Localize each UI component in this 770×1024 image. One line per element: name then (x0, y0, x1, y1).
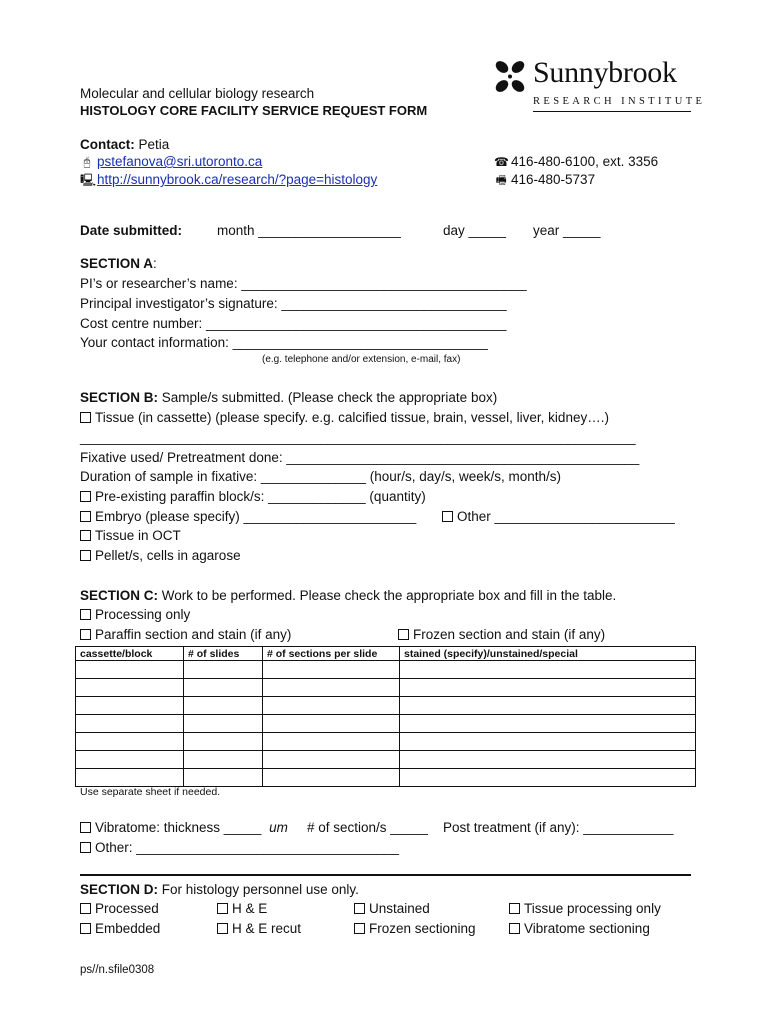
logo-subtitle: RESEARCH INSTITUTE (533, 96, 706, 107)
frozen-section-option[interactable] (398, 627, 605, 642)
table-cell[interactable] (184, 769, 263, 787)
table-cell[interactable] (400, 697, 696, 715)
other-sample-option[interactable] (442, 509, 675, 524)
section-a-heading (80, 256, 157, 271)
table-row (76, 679, 696, 697)
table-cell[interactable] (263, 697, 400, 715)
processed-checkbox[interactable] (80, 903, 91, 914)
contact-label: Contact: (80, 137, 135, 152)
logo-name: Sunnybrook (533, 56, 677, 89)
table-cell[interactable] (76, 751, 184, 769)
table-cell[interactable] (76, 733, 184, 751)
processed-label: Processed (95, 901, 159, 916)
table-row (76, 661, 696, 679)
table-row (76, 769, 696, 787)
processed-option[interactable] (80, 901, 159, 916)
vibratome-option[interactable] (80, 820, 288, 835)
oct-option[interactable] (80, 528, 181, 543)
frozen-section-label: Frozen section and stain (if any) (413, 627, 606, 642)
fixative-field[interactable]: Fixative used/ Pretreatment done: _______________________________________________ (80, 450, 640, 465)
num-sections-field[interactable]: # of section/s _____ (307, 820, 428, 835)
um-unit: um (269, 820, 288, 835)
fax-number: 416-480-5737 (511, 172, 596, 187)
tissue-processing-option[interactable] (509, 901, 661, 916)
vibratome-sectioning-checkbox[interactable] (509, 923, 520, 934)
paraffin-block-option[interactable] (80, 489, 426, 504)
section-b-intro: Sample/s submitted. (Please check the appropriate box) (161, 390, 498, 405)
frozen-sectioning-label: Frozen sectioning (369, 921, 476, 936)
tissue-blank-field[interactable]: __________________________________________________________________________ (80, 430, 636, 445)
section-a-colon: : (153, 256, 157, 271)
he-label: H & E (232, 901, 268, 916)
table-body (76, 661, 696, 787)
processing-option[interactable] (80, 607, 190, 622)
pi-signature-field[interactable]: Principal investigator’s signature: ______________________________ (80, 296, 507, 311)
contact-name: Petia (138, 137, 170, 152)
other-sample-label: Other ________________________ (457, 509, 675, 524)
tissue-option[interactable] (80, 410, 609, 425)
url-line (80, 171, 377, 192)
tissue-processing-label: Tissue processing only (524, 901, 661, 916)
vibratome-label: Vibratome: thickness _____ (95, 820, 262, 835)
contact-info-field[interactable]: Your contact information: __________________________________ (80, 335, 488, 350)
date-month-field[interactable]: month ___________________ (217, 223, 401, 238)
embryo-label: Embryo (please specify) _______________________ (95, 509, 417, 524)
other-work-checkbox[interactable] (80, 842, 91, 853)
other-work-option[interactable] (80, 840, 399, 855)
computer-icon: 🖳 (80, 173, 97, 187)
fax-icon: 🖷 (495, 173, 507, 187)
tissue-processing-checkbox[interactable] (509, 903, 520, 914)
table-cell[interactable] (76, 715, 184, 733)
table-cell[interactable] (263, 733, 400, 751)
cost-centre-field[interactable]: Cost centre number: ________________________________________ (80, 316, 507, 331)
table-cell[interactable] (76, 661, 184, 679)
tissue-checkbox[interactable] (80, 412, 91, 423)
table-header-row (76, 647, 696, 661)
pi-name-field[interactable]: PI’s or researcher’s name: ______________________________________ (80, 276, 527, 291)
table-header-slides: # of slides (184, 647, 263, 661)
unstained-checkbox[interactable] (354, 903, 365, 914)
paraffin-section-label: Paraffin section and stain (if any) (95, 627, 292, 642)
pellet-label: Pellet/s, cells in agarose (95, 548, 241, 563)
footer-code: ps//n.sfile0308 (80, 964, 155, 976)
table-cell[interactable] (76, 679, 184, 697)
duration-field[interactable]: Duration of sample in fixative: ______________ (hour/s, day/s, week/s, month/s) (80, 469, 562, 484)
embedded-checkbox[interactable] (80, 923, 91, 934)
date-day-field[interactable]: day _____ (443, 223, 507, 238)
table-cell[interactable] (76, 697, 184, 715)
table-row (76, 751, 696, 769)
date-label: Date submitted: (80, 223, 183, 238)
section-c-intro: Work to be performed. Please check the appropriate box and fill in the table. (161, 588, 617, 603)
table-header-stain: stained (specify)/unstained/special (400, 647, 696, 661)
he-recut-checkbox[interactable] (217, 923, 228, 934)
frozen-sectioning-option[interactable] (354, 921, 476, 936)
paraffin-section-option[interactable] (80, 627, 291, 642)
tissue-label: Tissue (in cassette) (please specify. e.g. calcified tissue, brain, vessel, liver, kidney….) (95, 410, 609, 425)
section-c-title: SECTION C: (80, 588, 159, 603)
website-link[interactable]: http://sunnybrook.ca/research/?page=histology (97, 172, 378, 187)
table-cell[interactable] (400, 733, 696, 751)
table-cell[interactable] (400, 751, 696, 769)
phone-icon: ☎ (494, 155, 509, 169)
contact-info-hint: (e.g. telephone and/or extension, e-mail, fax) (262, 354, 461, 365)
embedded-option[interactable] (80, 921, 160, 936)
table-cell[interactable] (400, 661, 696, 679)
section-b-title: SECTION B: (80, 390, 159, 405)
processing-label: Processing only (95, 607, 191, 622)
table-header-cassette: cassette/block (76, 647, 184, 661)
work-table (75, 646, 696, 787)
phone-number: 416-480-6100, ext. 3356 (511, 154, 659, 169)
email-link[interactable]: pstefanova@sri.utoronto.ca (97, 154, 263, 169)
embryo-option[interactable] (80, 509, 416, 524)
he-recut-label: H & E recut (232, 921, 302, 936)
vibratome-checkbox[interactable] (80, 822, 91, 833)
table-cell[interactable] (184, 733, 263, 751)
oct-checkbox[interactable] (80, 530, 91, 541)
table-cell[interactable] (400, 715, 696, 733)
frozen-section-checkbox[interactable] (398, 629, 409, 640)
section-a-title: SECTION A (80, 256, 154, 271)
section-d-heading (80, 882, 359, 897)
embryo-checkbox[interactable] (80, 511, 91, 522)
section-b-heading (80, 390, 497, 405)
table-row (76, 733, 696, 751)
table-cell[interactable] (263, 751, 400, 769)
other-work-label: Other: ___________________________________ (95, 840, 400, 855)
table-row (76, 697, 696, 715)
fax-line (494, 171, 595, 192)
email-line (80, 154, 262, 170)
frozen-sectioning-checkbox[interactable] (354, 923, 365, 934)
phone-line (494, 154, 658, 169)
table-cell[interactable] (184, 751, 263, 769)
form-title: HISTOLOGY CORE FACILITY SERVICE REQUEST FORM (80, 103, 428, 118)
logo-divider (533, 111, 691, 112)
section-d-intro: For histology personnel use only. (161, 882, 359, 897)
table-cell[interactable] (184, 661, 263, 679)
header-line1: Molecular and cellular biology research (80, 86, 315, 101)
table-cell[interactable] (263, 715, 400, 733)
he-recut-option[interactable] (217, 921, 301, 936)
table-cell[interactable] (263, 769, 400, 787)
table-cell[interactable] (184, 715, 263, 733)
unstained-label: Unstained (369, 901, 430, 916)
table-note: Use separate sheet if needed. (80, 786, 221, 798)
vibratome-sectioning-option[interactable] (509, 921, 650, 936)
pellet-checkbox[interactable] (80, 550, 91, 561)
post-treatment-field[interactable]: Post treatment (if any): ____________ (443, 820, 674, 835)
paraffin-section-checkbox[interactable] (80, 629, 91, 640)
section-d-divider (80, 874, 691, 876)
table-cell[interactable] (184, 679, 263, 697)
table-cell[interactable] (400, 769, 696, 787)
table-header-sections: # of sections per slide (263, 647, 400, 661)
unstained-option[interactable] (354, 901, 430, 916)
sunnybrook-logo-icon (492, 58, 528, 96)
table-cell[interactable] (76, 769, 184, 787)
date-year-field[interactable]: year _____ (533, 223, 601, 238)
table-row (76, 715, 696, 733)
paraffin-block-label: Pre-existing paraffin block/s: _____________ (quantity) (95, 489, 426, 504)
table-cell[interactable] (184, 697, 263, 715)
he-checkbox[interactable] (217, 903, 228, 914)
vibratome-sectioning-label: Vibratome sectioning (524, 921, 650, 936)
paraffin-block-checkbox[interactable] (80, 491, 91, 502)
contact-line (80, 137, 169, 152)
oct-label: Tissue in OCT (95, 528, 181, 543)
mouse-icon: 🖰 (83, 155, 91, 169)
table-cell[interactable] (263, 679, 400, 697)
section-d-title: SECTION D: (80, 882, 159, 897)
pellet-option[interactable] (80, 548, 241, 563)
processing-checkbox[interactable] (80, 609, 91, 620)
other-sample-checkbox[interactable] (442, 511, 453, 522)
section-c-heading (80, 588, 616, 603)
he-option[interactable] (217, 901, 267, 916)
table-cell[interactable] (263, 661, 400, 679)
table-cell[interactable] (400, 679, 696, 697)
embedded-label: Embedded (95, 921, 161, 936)
